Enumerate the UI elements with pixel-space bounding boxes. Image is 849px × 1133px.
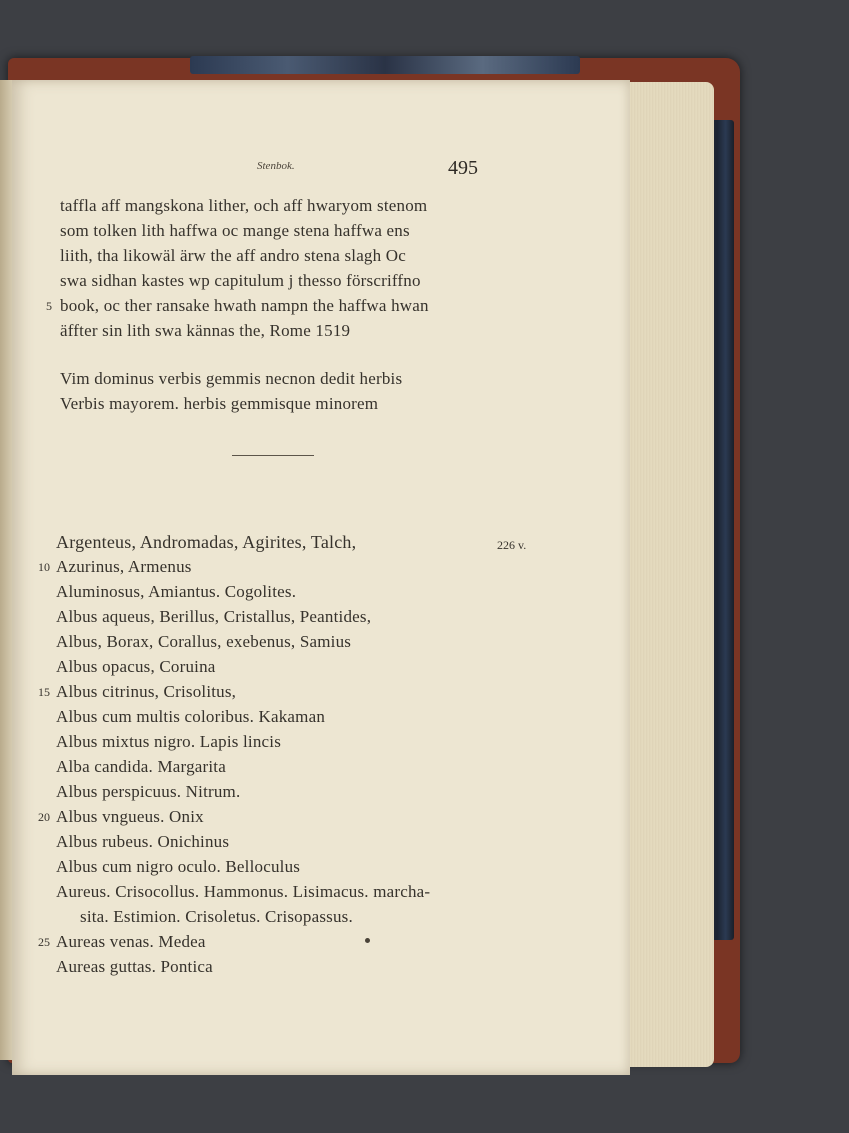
list-line: Aluminosus, Amiantus. Cogolites. [56, 582, 297, 601]
list-line: Albus cum nigro oculo. Belloculus [56, 857, 301, 876]
list-line: sita. Estimion. Crisoletus. Crisopassus. [80, 907, 353, 926]
list-line: Aureas venas. Medea [56, 932, 206, 951]
list-line: Albus opacus, Coruina [56, 657, 216, 676]
text-line: book, oc ther ransake hwath nampn the haffwa hwan [60, 296, 429, 315]
text-line: swa sidhan kastes wp capitulum j thesso förscriffno [60, 271, 421, 290]
margin-note: 226 v. [497, 538, 527, 552]
line-number: 10 [38, 560, 50, 574]
page-number: 495 [448, 157, 478, 179]
page-edges [622, 82, 714, 1067]
line-number: 15 [38, 685, 50, 699]
list-line: Albus rubeus. Onichinus [56, 832, 230, 851]
list-line: Alba candida. Margarita [56, 757, 226, 776]
list-line: Aureas guttas. Pontica [56, 957, 213, 976]
list-line: Albus, Borax, Corallus, exebenus, Samius [56, 632, 352, 651]
list-line: Albus mixtus nigro. Lapis lincis [56, 732, 282, 751]
running-head: Stenbok. [257, 160, 295, 172]
book-spine-top [190, 56, 580, 74]
list-line: Albus perspicuus. Nitrum. [56, 782, 241, 801]
list-line: Argenteus, Andromadas, Agirites, Talch, [56, 532, 357, 552]
line-number: 25 [38, 935, 50, 949]
line-number: 20 [38, 810, 50, 824]
list-line: Albus cum multis coloribus. Kakaman [56, 707, 326, 726]
text-line: taffla aff mangskona lither, och aff hwaryom stenom [60, 196, 428, 215]
list-line: Aureus. Crisocollus. Hammonus. Lisimacus. marcha- [56, 882, 431, 901]
section-divider [232, 455, 314, 456]
list-line: Albus vngueus. Onix [56, 807, 204, 826]
ink-dot [365, 938, 370, 943]
line-number: 5 [46, 299, 52, 313]
verse-line: Vim dominus verbis gemmis necnon dedit herbis [60, 369, 403, 388]
list-line: Azurinus, Armenus [56, 557, 192, 576]
list-line: Albus aqueus, Berillus, Cristallus, Peantides, [56, 607, 372, 626]
text-line: som tolken lith haffwa oc mange stena haffwa ens [60, 221, 410, 240]
verse-line: Verbis mayorem. herbis gemmisque minorem [60, 394, 379, 413]
text-line: liith, tha likowäl ärw the aff andro stena slagh Oc [60, 246, 407, 265]
text-line: äffter sin lith swa kännas the, Rome 1519 [60, 321, 351, 340]
list-line: Albus citrinus, Crisolitus, [56, 682, 237, 701]
